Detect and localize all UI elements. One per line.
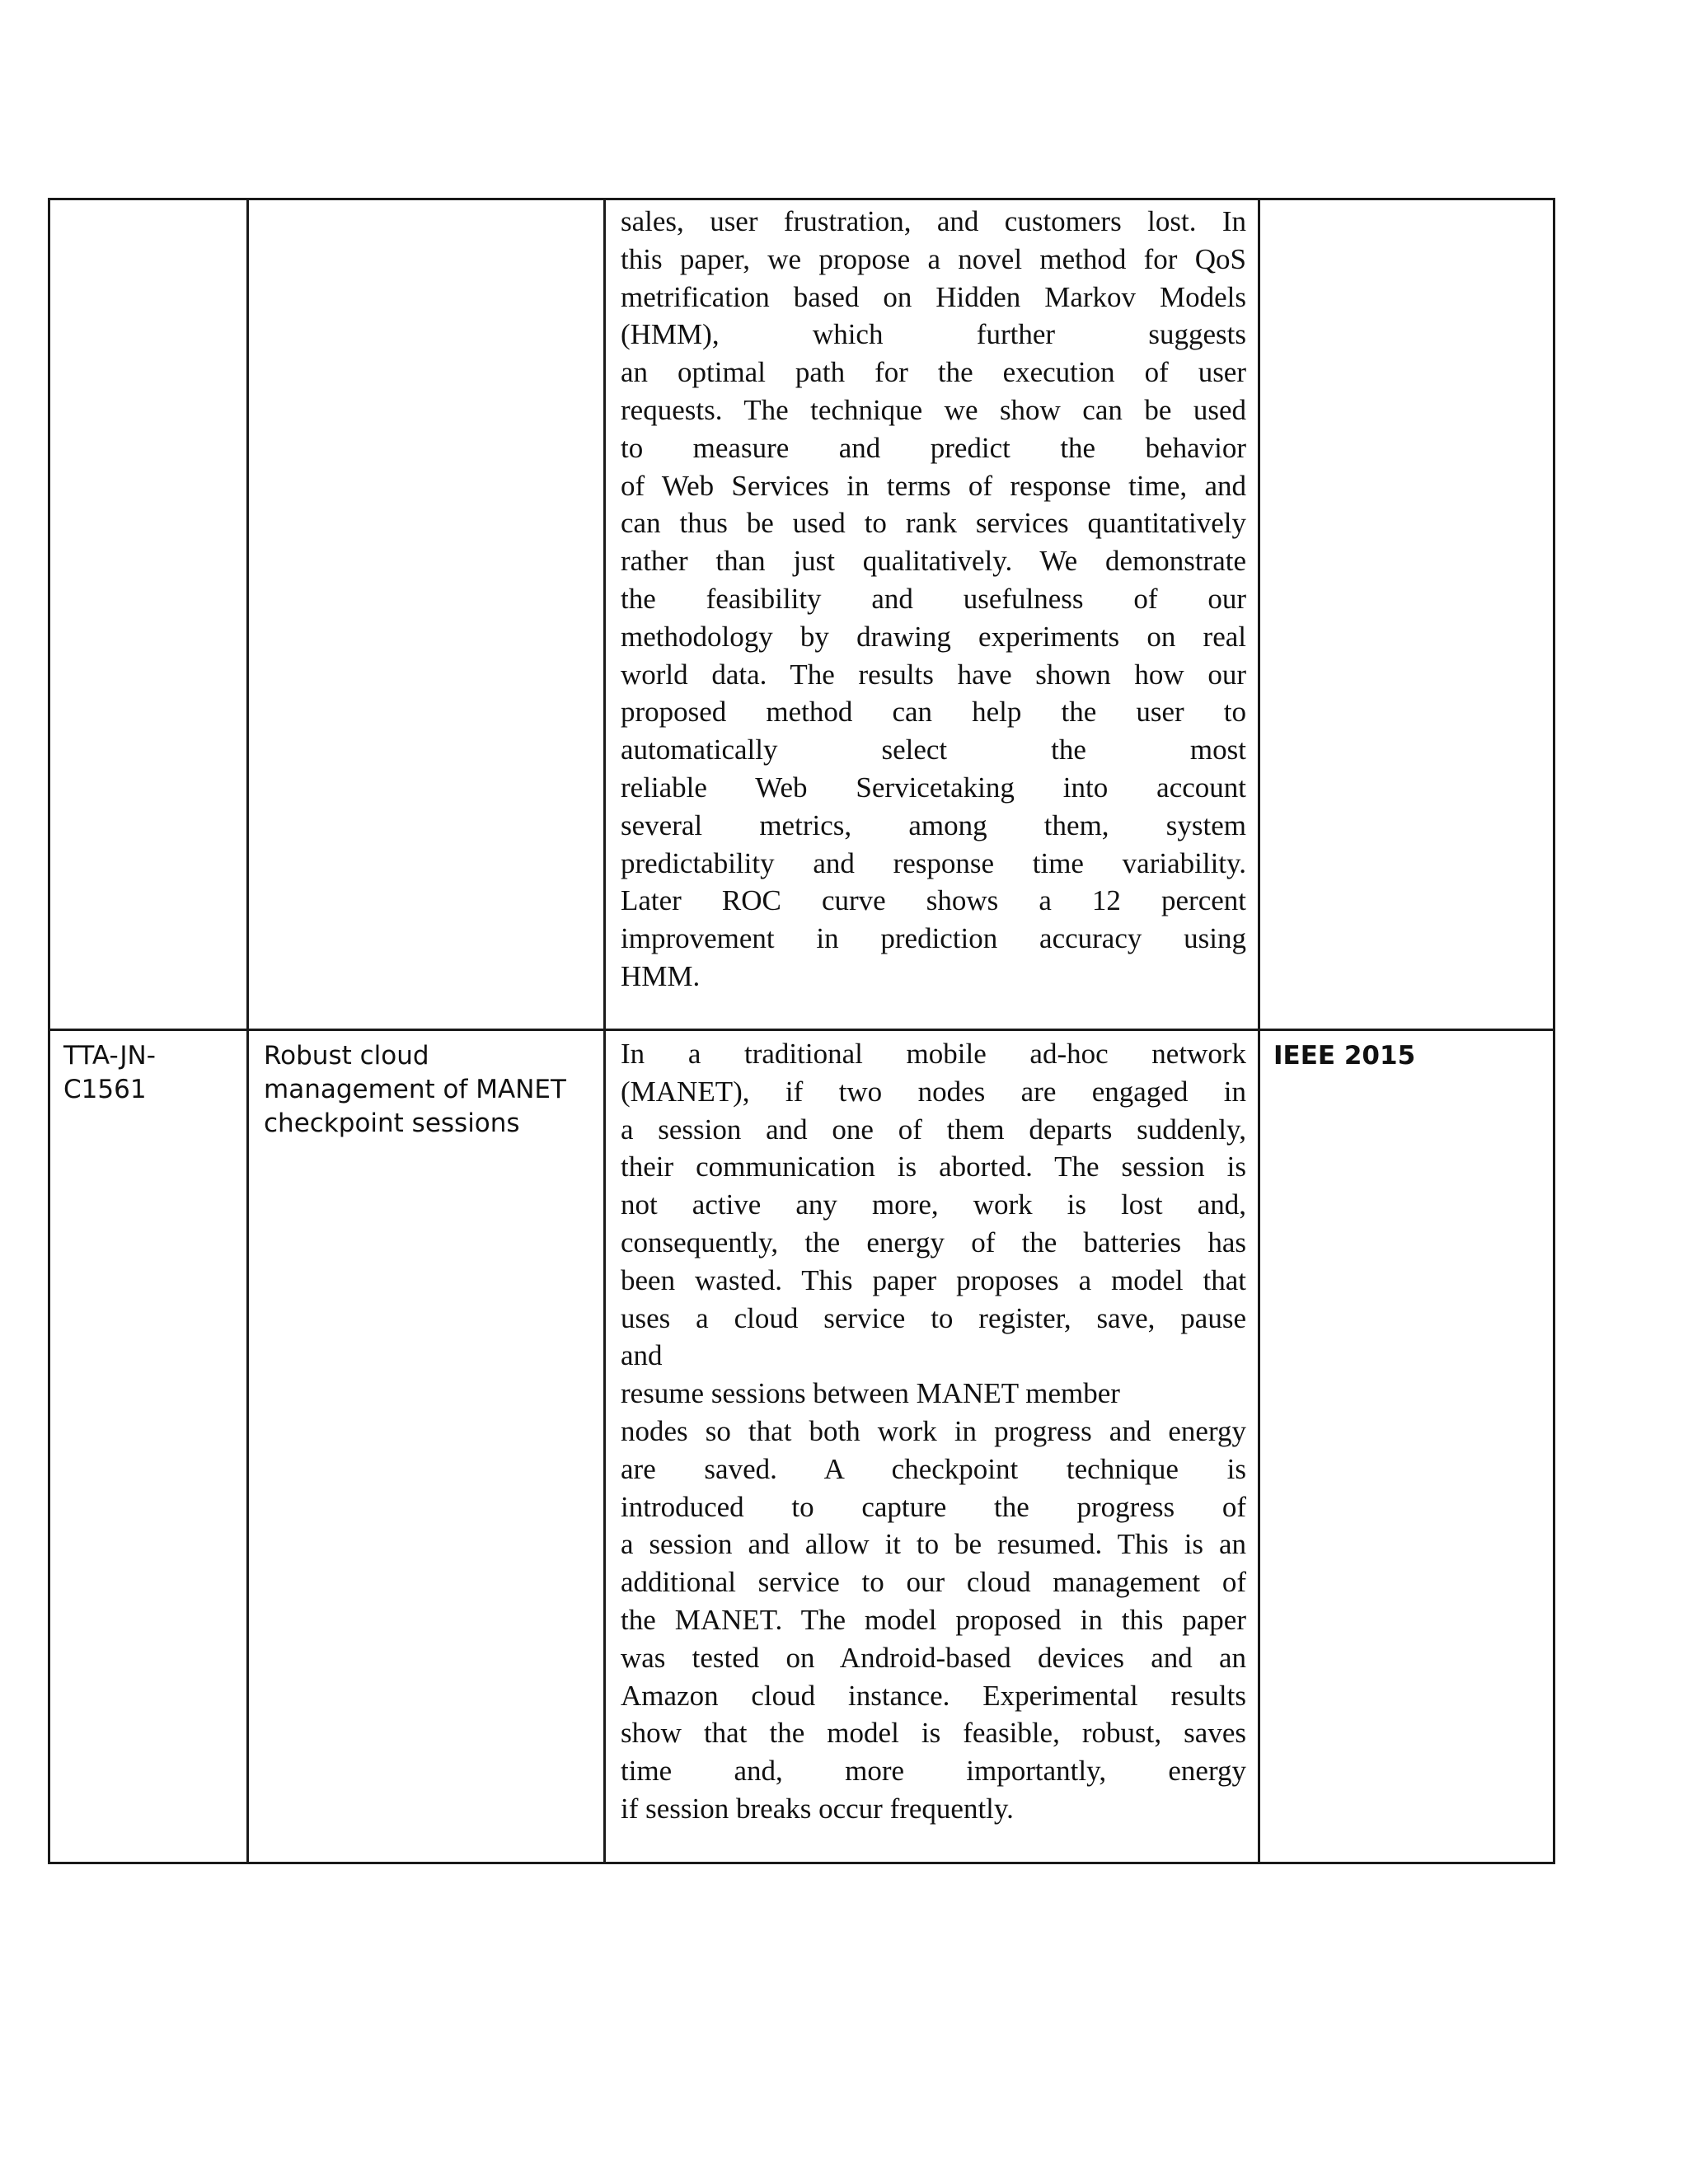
abstract-line: several metrics, among them, system xyxy=(621,808,1246,841)
abstract-text xyxy=(606,200,1258,996)
project-code-cell xyxy=(49,199,248,1030)
project-code xyxy=(50,200,246,209)
abstract-line: additional service to our cloud management of xyxy=(621,1566,1246,1599)
abstract-line: of Web Services in terms of response time, and xyxy=(621,469,1246,502)
abstract-line: proposed method can help the user to xyxy=(621,696,1246,729)
abstract-line: Amazon cloud instance. Experimental results xyxy=(621,1679,1246,1712)
abstract-line: an optimal path for the execution of user xyxy=(621,356,1246,389)
abstract-line: and xyxy=(621,1339,663,1372)
project-code: TTA-JN-C1561 xyxy=(63,1041,156,1104)
abstract-line: to measure and predict the behavior xyxy=(621,431,1246,464)
project-table xyxy=(48,198,1555,1864)
project-title-cell xyxy=(248,199,605,1030)
publication-year xyxy=(1260,200,1553,209)
table-row xyxy=(49,199,1554,1030)
abstract-line: improvement in prediction accuracy using xyxy=(621,922,1246,955)
abstract-line: this paper, we propose a novel method for QoS xyxy=(621,242,1246,275)
project-code-cell xyxy=(49,1030,248,1863)
abstract-line: are saved. A checkpoint technique is xyxy=(621,1452,1246,1485)
abstract-line: requests. The technique we show can be used xyxy=(621,393,1246,426)
year-cell xyxy=(1259,199,1554,1030)
abstract-line: the MANET. The model proposed in this paper xyxy=(621,1603,1246,1636)
abstract-line: (MANET), if two nodes are engaged in xyxy=(621,1075,1246,1108)
abstract-line: methodology by drawing experiments on real xyxy=(621,620,1246,653)
abstract-line: In a traditional mobile ad-hoc network xyxy=(621,1038,1246,1070)
abstract-line: uses a cloud service to register, save, pause xyxy=(621,1301,1246,1334)
abstract-line: if session breaks occur frequently. xyxy=(621,1792,1014,1825)
abstract-line: reliable Web Servicetaking into account xyxy=(621,771,1246,804)
abstract-cell xyxy=(605,199,1259,1030)
abstract-cell xyxy=(605,1030,1259,1863)
abstract-line: automatically select the most xyxy=(621,733,1246,766)
abstract-line: consequently, the energy of the batteries has xyxy=(621,1226,1246,1258)
abstract-line: resume sessions between MANET member xyxy=(621,1377,1120,1410)
abstract-line: introduced to capture the progress of xyxy=(621,1490,1246,1523)
abstract-line: nodes so that both work in progress and energy xyxy=(621,1414,1246,1447)
abstract-line: (HMM), which further suggests xyxy=(621,318,1246,351)
project-title-cell xyxy=(248,1030,605,1863)
project-title: Robust cloud management of MANET checkpoint sessions xyxy=(264,1041,566,1138)
abstract-line: world data. The results have shown how our xyxy=(621,658,1246,691)
abstract-line: was tested on Android-based devices and an xyxy=(621,1641,1246,1674)
abstract-line: sales, user frustration, and customers lost. In xyxy=(621,205,1246,237)
abstract-line: a session and one of them departs suddenly, xyxy=(621,1113,1246,1146)
abstract-line: can thus be used to rank services quantitatively xyxy=(621,507,1246,540)
abstract-line: been wasted. This paper proposes a model that xyxy=(621,1263,1246,1296)
year-cell xyxy=(1259,1030,1554,1863)
abstract-line: show that the model is feasible, robust, saves xyxy=(621,1717,1246,1750)
abstract-line: HMM. xyxy=(621,959,701,992)
project-title xyxy=(249,200,603,209)
publication-year: IEEE 2015 xyxy=(1273,1041,1416,1071)
abstract-line: a session and allow it to be resumed. This is an xyxy=(621,1528,1246,1561)
abstract-line: metrification based on Hidden Markov Models xyxy=(621,280,1246,313)
abstract-line: not active any more, work is lost and, xyxy=(621,1188,1246,1221)
abstract-line: predictability and response time variability. xyxy=(621,846,1246,879)
abstract-line: Later ROC curve shows a 12 percent xyxy=(621,884,1246,917)
abstract-line: rather than just qualitatively. We demonstrate xyxy=(621,545,1246,578)
table-row xyxy=(49,1030,1554,1863)
abstract-text xyxy=(606,1031,1258,1828)
abstract-line: their communication is aborted. The session is xyxy=(621,1151,1246,1183)
abstract-line: the feasibility and usefulness of our xyxy=(621,582,1246,615)
abstract-line: time and, more importantly, energy xyxy=(621,1755,1246,1788)
